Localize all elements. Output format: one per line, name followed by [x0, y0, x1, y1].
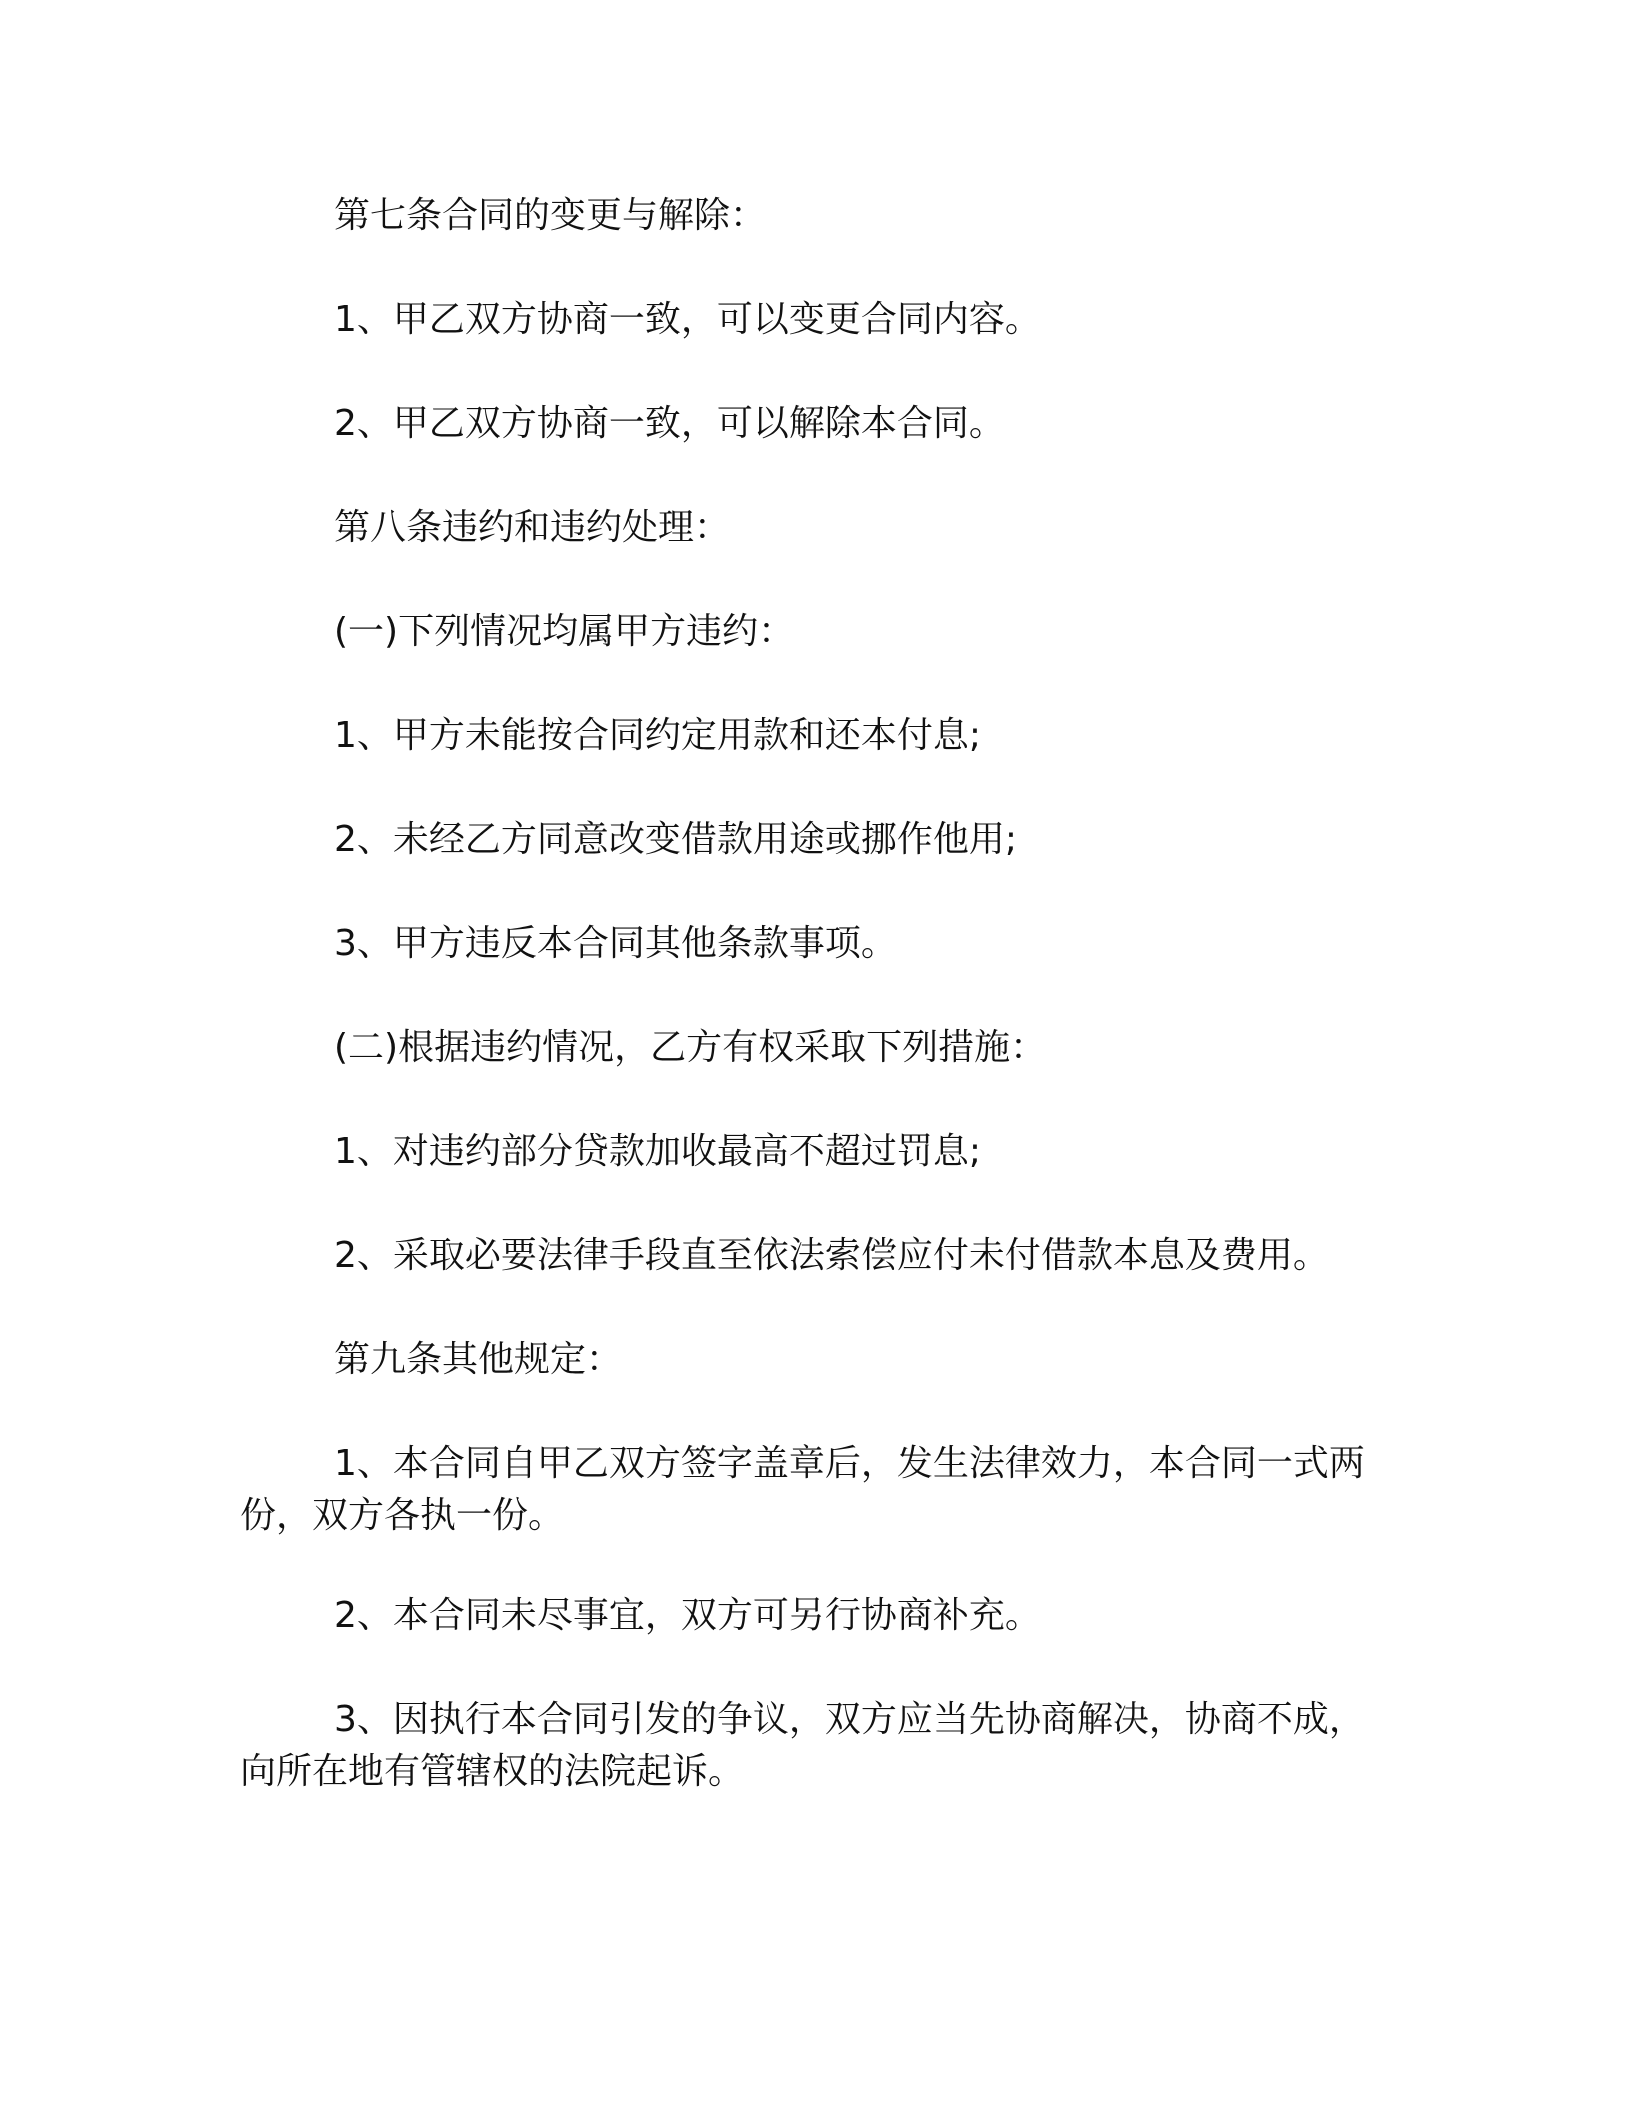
paragraph: 1、本合同自甲乙双方签字盖章后，发生法律效力，本合同一式两份，双方各执一份。	[240, 1443, 1365, 1536]
paragraph: 第九条其他规定：	[334, 1339, 623, 1380]
paragraph: 1、甲乙双方协商一致，可以变更合同内容。	[334, 299, 1041, 340]
paragraph: 2、采取必要法律手段直至依法索偿应付未付借款本息及费用。	[334, 1235, 1329, 1276]
paragraph: 1、对违约部分贷款加收最高不超过罚息;	[334, 1131, 982, 1172]
paragraph: 2、未经乙方同意改变借款用途或挪作他用;	[334, 819, 1018, 860]
paragraph: (二)根据违约情况，乙方有权采取下列措施：	[334, 1027, 1047, 1068]
paragraph: 2、本合同未尽事宜，双方可另行协商补充。	[334, 1595, 1041, 1636]
document-body	[240, 190, 1400, 1798]
paragraph: 第八条违约和违约处理：	[334, 507, 731, 548]
paragraph: 1、甲方未能按合同约定用款和还本付息;	[334, 715, 982, 756]
paragraph: (一)下列情况均属甲方违约：	[334, 611, 795, 652]
paragraph: 2、甲乙双方协商一致，可以解除本合同。	[334, 403, 1005, 444]
paragraph: 3、甲方违反本合同其他条款事项。	[334, 923, 897, 964]
paragraph: 3、因执行本合同引发的争议，双方应当先协商解决，协商不成，向所在地有管辖权的法院起诉。	[240, 1699, 1365, 1792]
paragraph: 第七条合同的变更与解除：	[334, 195, 767, 236]
